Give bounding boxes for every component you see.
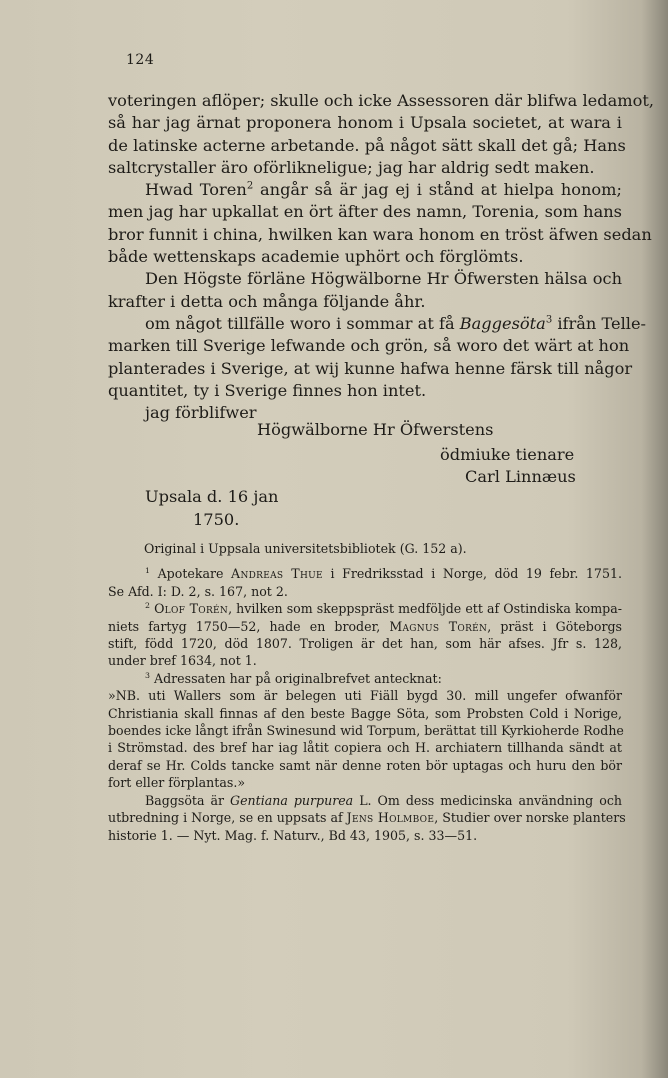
text-line: Den Högste förläne Högwälborne Hr Öfwersten hälsa och xyxy=(145,269,622,289)
text-line: voteringen aflöper; skulle och icke Assessoren där blifwa ledamot, xyxy=(108,91,654,110)
footnote-line: utbredning i Norge, se en uppsats af Jens Holmboe, Studier over norske planters xyxy=(108,810,626,826)
footnote-line: under bref 1634, not 1. xyxy=(108,653,257,669)
closing-line: jag förblifwer xyxy=(145,403,257,423)
footnote-ref: 3 xyxy=(545,314,553,326)
page-number: 124 xyxy=(126,52,155,68)
text-line: quantitet, ty i Sverige finnes hon intet. xyxy=(108,380,427,400)
text-line: planterades i Sverige, at wij kunne hafwa henne färsk till någor xyxy=(108,358,633,378)
footnote-line: niets fartyg 1750—52, hade en broder, Magnus Torén, präst i Göteborgs xyxy=(108,618,622,634)
text-line: både wettenskaps academie uphört och förglömts. xyxy=(108,247,524,267)
text-line: Hwad Toren$^2$ angår så är jag ej i stånd at hielpa honom; xyxy=(145,180,622,200)
year: 1750. xyxy=(193,510,240,529)
place-date: Upsala d. 16 jan xyxy=(145,487,279,506)
text-line: de latinske acterne arbetande. på något sätt skall det gå; Hans xyxy=(108,135,626,155)
footnote-line: »NB. uti Wallers som är belegen uti Fiäll bygd 30. mill ungefer ofwanför xyxy=(108,688,622,704)
text-line: om något tillfälle woro i sommar at få Baggesöta$^3$ ifrån Telle- xyxy=(145,313,647,333)
footnotes xyxy=(108,540,626,844)
footnote-line: deraf se Hr. Colds tancke samt när denne roten bör uptagas och huru den bör xyxy=(108,757,622,773)
footnote-line: Baggsöta är Gentiana purpurea L. Om dess medicinska användning och xyxy=(145,792,622,808)
text-line: så har jag ärnat proponera honom i Upsala societet, at wara i xyxy=(108,113,622,133)
text-line: krafter i detta och många följande åhr. xyxy=(108,291,426,311)
footnote-line: stift, född 1720, död 1807. Troligen är det han, som här afses. Jfr s. 128, xyxy=(108,636,622,652)
footnote-ref: 2 xyxy=(246,180,254,192)
letter-body xyxy=(108,90,654,424)
signature: Carl Linnæus xyxy=(465,467,576,486)
text-line: bror funnit i china, hwilken kan wara honom en tröst äfwen sedan xyxy=(108,224,652,244)
footnote-2: $^2$ Olof Torén, hvilken som skeppspräst medföljde ett af Ostindiska kompa- xyxy=(145,601,622,617)
footnote-1: $^1$ Apotekare Andreas Thue i Fredriksstad i Norge, död 19 febr. 1751. xyxy=(145,566,622,582)
text-line: marken till Sverige lefwande och grön, så woro det wärt at hon xyxy=(108,336,630,356)
footnote-line: boendes icke långt ifrån Swinesund wid Torpum, berättat till Kyrkioherde Rodhe xyxy=(108,723,624,739)
text-line: saltcrystaller äro oförlikneligue; jag har aldrig sedt maken. xyxy=(108,157,595,177)
footnote-line: fort eller förplantas.» xyxy=(108,775,246,791)
addressee-line: Högwälborne Hr Öfwerstens xyxy=(257,420,494,439)
footnote-line: Se Afd. I: D. 2, s. 167, not 2. xyxy=(108,583,288,599)
footnote-line: historie 1. — Nyt. Mag. f. Naturv., Bd 43, 1905, s. 33—51. xyxy=(108,827,478,843)
humble-line: ödmiuke tienare xyxy=(440,445,575,464)
footnote-line: i Strömstad. des bref har iag låtit copiera och H. archiatern tillhanda sändt at xyxy=(108,740,622,756)
original-source-note: Original i Uppsala universitetsbibliotek (G. 152 a). xyxy=(144,541,467,556)
footnote-line: Christiania skall finnas af den beste Bagge Söta, som Probsten Cold i Norige, xyxy=(108,705,622,721)
text-line: men jag har upkallat en ört äfter des namn, Torenia, som hans xyxy=(108,202,622,222)
footnote-3: $^3$ Adressaten har på originalbrefvet antecknat: xyxy=(145,670,442,686)
